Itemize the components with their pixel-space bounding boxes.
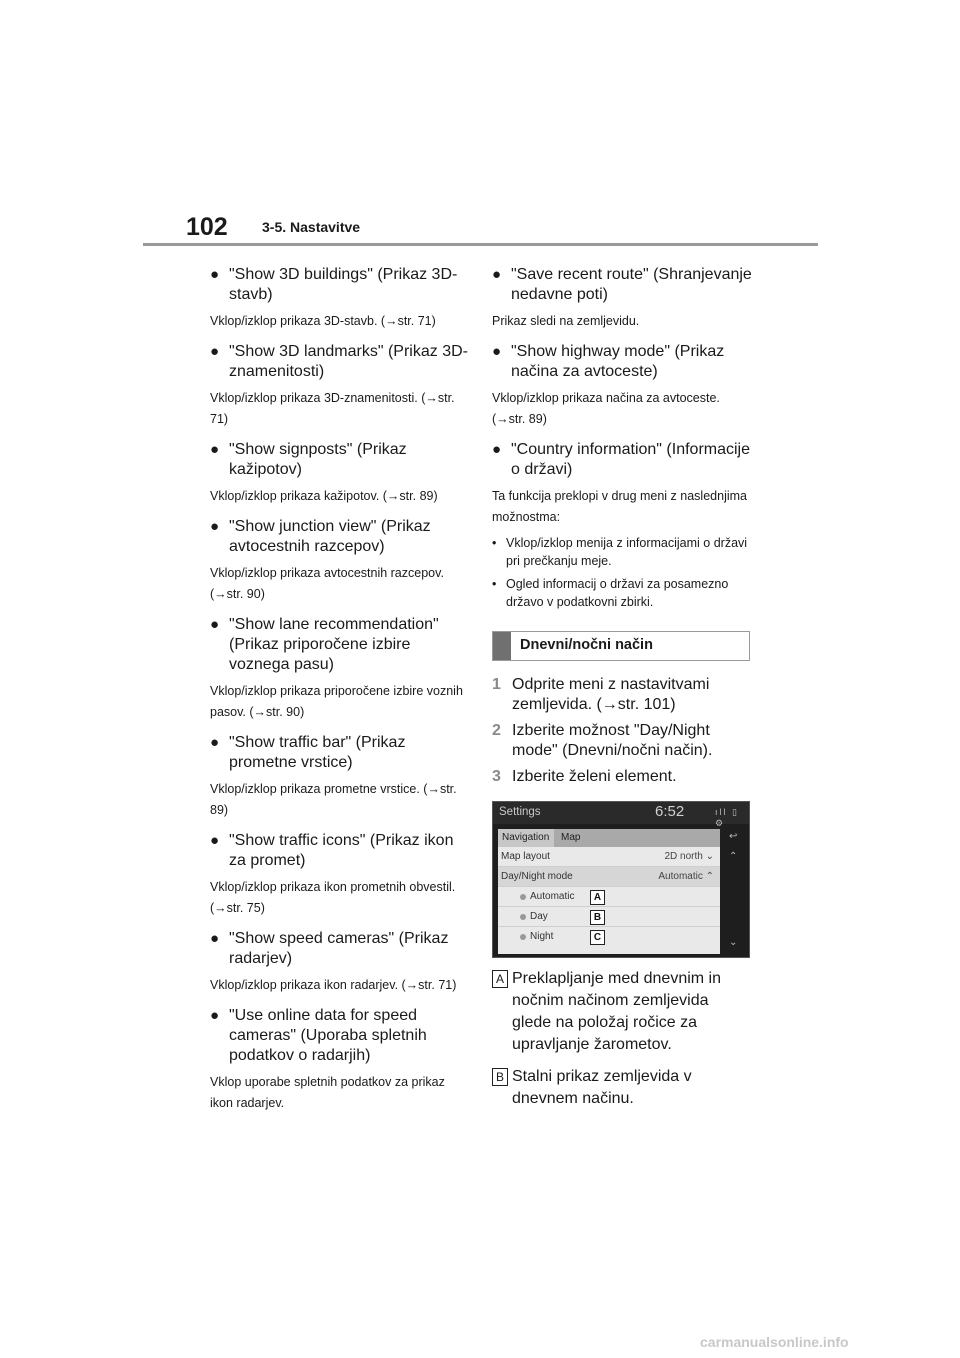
screen-sidebar [724,829,746,954]
bullet-icon: ● [210,734,220,751]
item-description: Vklop/izklop prikaza ikon prometnih obvestil. (→str. 75) [210,880,456,915]
bullet-icon: ● [210,930,220,947]
legend [492,968,752,1110]
item-description: Vklop/izklop prikaza avtocestnih razcepov. (→str. 90) [210,566,444,601]
status-icons: ıll ▯ ⚙ [715,807,739,828]
list-item [210,517,468,605]
heading-bar [493,632,511,660]
step-text: Izberite želeni element. [512,768,677,785]
item-description: Vklop uporabe spletnih podatkov za prikaz ikon radarjev. [210,1075,445,1110]
step-item [492,721,752,761]
item-title: "Show 3D buildings" (Prikaz 3D-stavb) [229,266,458,303]
step-item [492,675,752,715]
section-title: 3-5. Nastavitve [262,219,361,235]
row-map-layout[interactable]: Map layout 2D north ⌄ [498,847,720,867]
item-description: Vklop/izklop prikaza načina za avtoceste. (→str. 89) [492,391,720,426]
page-header [0,0,960,250]
back-icon[interactable]: ↩ [729,831,738,842]
item-title: "Show traffic icons" (Prikaz ikon za promet) [229,832,454,869]
list-item [492,265,752,332]
list-item [210,733,468,821]
radio-icon [520,894,526,900]
row-day-night-mode[interactable]: Day/Night mode Automatic ⌃ [498,867,720,887]
option-automatic[interactable]: Automatic [498,887,720,907]
bullet-icon: ● [210,266,220,283]
step-item [492,767,752,787]
callout-c: C [590,930,605,945]
step-number: 1 [492,676,501,693]
list-item [492,440,752,611]
breadcrumb-navigation[interactable]: Navigation [498,829,554,847]
legend-text: Stalni prikaz zemljevida v dnevnem načinu. [512,1068,692,1107]
breadcrumb [498,829,720,847]
bullet-icon: ● [210,616,220,633]
step-list [492,675,752,787]
list-item [210,265,468,332]
list-item [492,342,752,430]
list-item [210,1006,468,1114]
left-column [210,255,468,1118]
watermark: carmanualsonline.info [700,1334,849,1350]
item-description: Vklop/izklop prikaza 3D-znamenitosti. (→str. 71) [210,391,455,426]
callout-a: A [590,890,605,905]
item-description: Vklop/izklop prikaza 3D-stavb. (→str. 71) [210,314,436,328]
item-title: "Use online data for speed cameras" (Uporaba spletnih podatkov o radarjih) [229,1007,427,1064]
item-description: Vklop/izklop prikaza priporočene izbire voznih pasov. (→str. 90) [210,684,463,719]
bullet-icon: ● [210,1007,220,1024]
section-heading [492,631,750,661]
item-title: "Show junction view" (Prikaz avtocestnih razcepov) [229,518,431,555]
callout-b: B [590,910,605,925]
scroll-up-icon[interactable]: ⌃ [729,851,738,862]
bullet-icon: ● [492,266,502,283]
item-description: Vklop/izklop prikaza prometne vrstice. (→str. 89) [210,782,457,817]
right-column [492,255,752,1120]
header-rule [143,243,818,246]
breadcrumb-map[interactable]: Map [561,832,581,843]
item-title: "Show speed cameras" (Prikaz radarjev) [229,930,449,967]
sub-bullet-list [492,534,752,611]
radio-icon [520,914,526,920]
item-title: "Show 3D landmarks" (Prikaz 3D-znamenitosti) [229,343,468,380]
bullet-icon: ● [210,518,220,535]
bullet-icon: ● [210,832,220,849]
list-item [210,342,468,430]
legend-letter: B [492,1068,508,1086]
item-title: "Country information" (Informacije o državi) [511,441,750,478]
item-title: "Show highway mode" (Prikaz načina za avtoceste) [511,343,725,380]
bullet-icon: ● [210,343,220,360]
screen-top-bar [493,802,749,828]
option-day[interactable]: Day [498,907,720,927]
item-description: Vklop/izklop prikaza ikon radarjev. (→str. 71) [210,978,457,992]
legend-letter: A [492,970,508,988]
item-description: Ta funkcija preklopi v drug meni z naslednjima možnostma: [492,489,747,524]
item-description: Vklop/izklop prikaza kažipotov. (→str. 89) [210,489,438,503]
screen-title: Settings [499,806,541,818]
step-number: 2 [492,722,501,739]
item-title: "Save recent route" (Shranjevanje nedavne poti) [511,266,752,303]
bullet-icon: ● [492,441,502,458]
section-heading-text: Dnevni/nočni način [520,637,653,653]
radio-icon [520,934,526,940]
legend-text: Preklapljanje med dnevnim in nočnim načinom zemljevida glede na položaj ročice za upravljanje žarometov. [512,970,721,1053]
step-text: Izberite možnost "Day/Night mode" (Dnevni/nočni način). [512,722,713,759]
item-title: "Show lane recommendation" (Prikaz priporočene izbire voznega pasu) [229,616,439,673]
list-item [210,440,468,507]
item-title: "Show signposts" (Prikaz kažipotov) [229,441,407,478]
scroll-down-icon[interactable]: ⌄ [729,937,738,948]
settings-screenshot [492,801,750,958]
sub-bullet: • Vklop/izklop menija z informacijami o državi pri prečkanju meje. [492,536,748,568]
bullet-icon: ● [210,441,220,458]
item-title: "Show traffic bar" (Prikaz prometne vrstice) [229,734,406,771]
bullet-icon: ● [492,343,502,360]
legend-item [492,968,752,1056]
list-item [210,831,468,919]
screen-panel [498,829,720,954]
step-text: Odprite meni z nastavitvami zemljevida. (→str. 101) [512,676,710,713]
sub-bullet: • Ogled informacij o državi za posamezno državo v podatkovni zbirki. [492,577,729,609]
list-item [210,929,468,996]
legend-item [492,1066,752,1110]
option-night[interactable]: Night [498,927,720,946]
screen-clock: 6:52 [655,803,685,820]
list-item [210,615,468,723]
page-number: 102 [186,213,228,241]
step-number: 3 [492,768,501,785]
item-description: Prikaz sledi na zemljevidu. [492,314,640,328]
